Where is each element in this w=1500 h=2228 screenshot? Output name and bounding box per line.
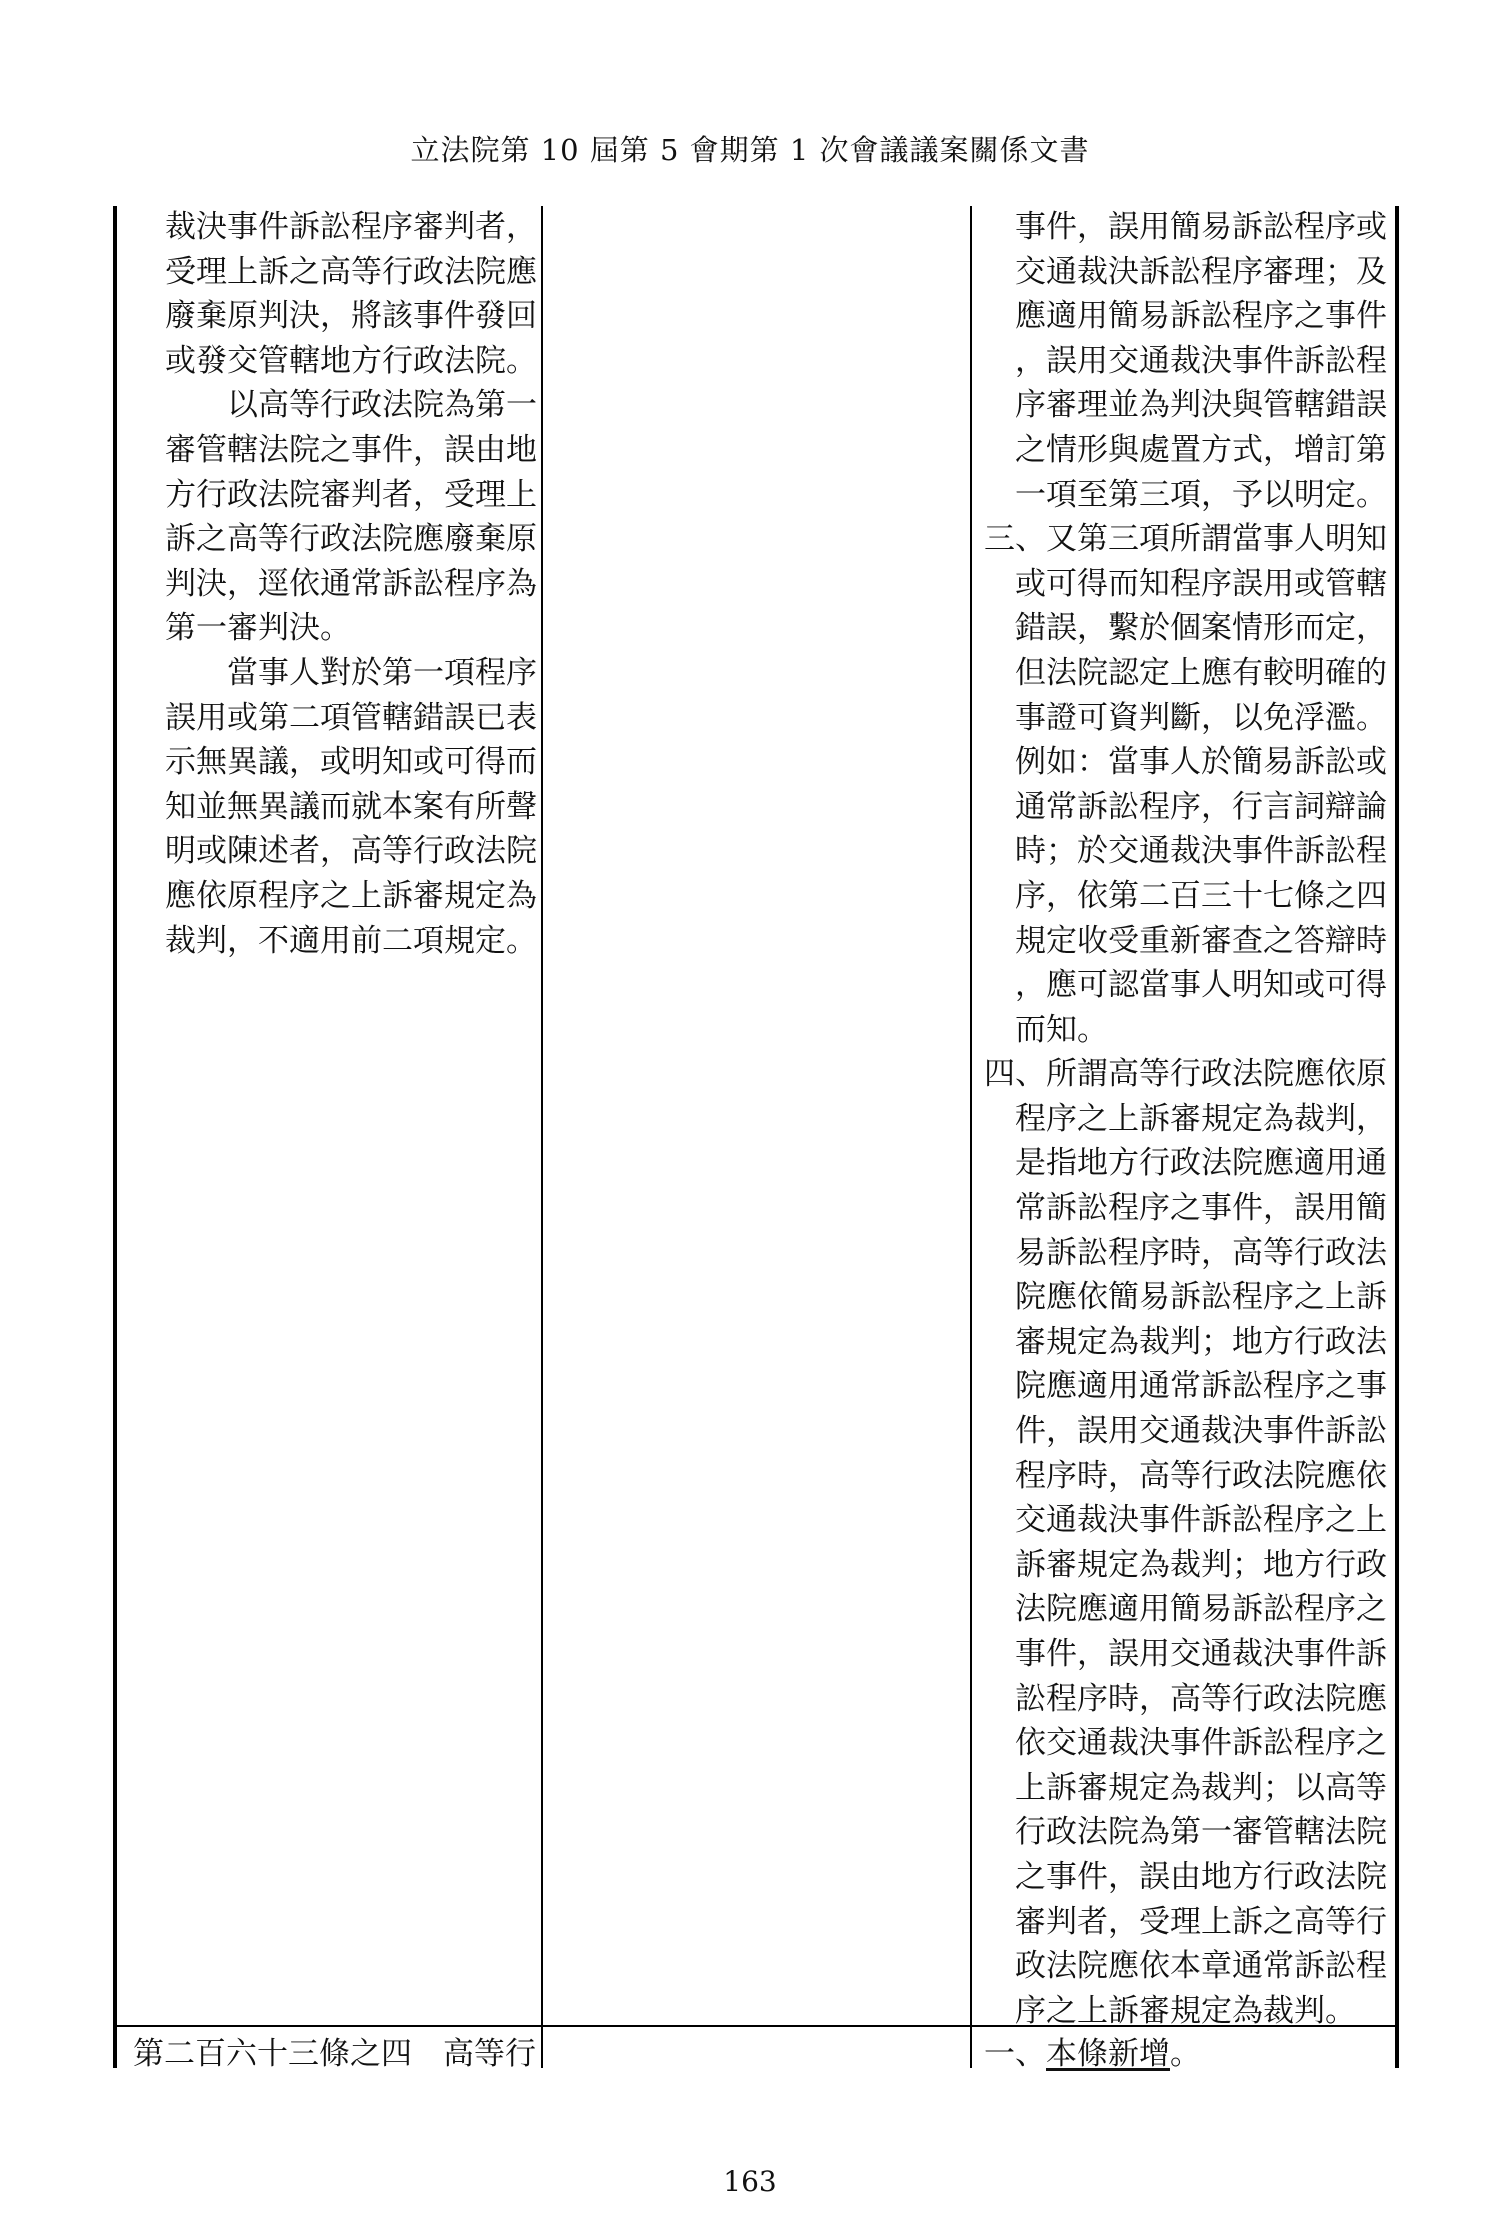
- right-line: 行政法院為第一審管轄法院: [1015, 1814, 1387, 1851]
- left-line: 第一審判決。: [165, 610, 351, 647]
- right-line: 又第三項所謂當事人明知: [1046, 521, 1387, 558]
- left-column: [165, 205, 535, 963]
- next-row-left: [133, 2032, 536, 2077]
- right-line: 時；於交通裁決事件訴訟程: [1015, 833, 1387, 870]
- right-line: 序，依第二百三十七條之四: [1015, 877, 1387, 914]
- left-line: 或發交管轄地方行政法院。: [165, 342, 537, 379]
- right-line: 院應依簡易訴訟程序之上訴: [1015, 1279, 1387, 1316]
- left-line: 以高等行政法院為第一: [227, 387, 537, 424]
- table-border-right: [1395, 206, 1399, 2068]
- right-line: 審判者，受理上訴之高等行: [1015, 1903, 1387, 1940]
- right-line: 事件，誤用簡易訴訟程序或: [1015, 209, 1387, 245]
- right-line: ，應可認當事人明知或可得: [1015, 967, 1387, 1004]
- left-line: 示無異議，或明知或可得而: [165, 744, 537, 781]
- left-line: 廢棄原判決，將該事件發回: [165, 298, 537, 335]
- new-article-suffix: 。: [1170, 2036, 1201, 2072]
- right-line: 規定收受重新審查之答辯時: [1015, 922, 1387, 959]
- left-line: 裁決事件訴訟程序審判者，: [165, 209, 537, 245]
- right-line: 法院應適用簡易訴訟程序之: [1015, 1591, 1387, 1628]
- item-1-marker: 一、: [984, 2036, 1046, 2072]
- article-heading: 第二百六十三條之四 高等行: [133, 2036, 536, 2072]
- right-line: 通常訴訟程序，行言詞辯論: [1015, 788, 1387, 825]
- right-line: 依交通裁決事件訴訟程序之: [1015, 1725, 1387, 1762]
- item-4-first-line: [984, 1052, 1387, 1097]
- right-line: 事證可資判斷，以免浮濫。: [1015, 699, 1387, 736]
- right-line: 政法院應依本章通常訴訟程: [1015, 1948, 1387, 1985]
- left-line: 裁判，不適用前二項規定。: [165, 922, 537, 959]
- right-line: 院應適用通常訴訟程序之事: [1015, 1368, 1387, 1405]
- right-line: 一項至第三項，予以明定。: [1015, 476, 1387, 513]
- column-divider-2: [970, 206, 972, 2068]
- left-line: 訴之高等行政法院應廢棄原: [165, 521, 537, 558]
- right-line: 訴審規定為裁判；地方行政: [1015, 1546, 1387, 1583]
- right-column: [984, 205, 1387, 2033]
- page-header: 立法院第 10 屆第 5 會期第 1 次會議議案關係文書: [410, 133, 1090, 167]
- right-line: 之情形與處置方式，增訂第: [1015, 431, 1387, 468]
- right-line: 應適用簡易訴訟程序之事件: [1015, 298, 1387, 335]
- right-line: 序之上訴審規定為裁判。: [1015, 1992, 1356, 2029]
- right-line: 易訴訟程序時，高等行政法: [1015, 1234, 1387, 1271]
- table-border-left: [113, 206, 117, 2068]
- left-line: 當事人對於第一項程序: [227, 654, 537, 691]
- right-line: 常訴訟程序之事件，誤用簡: [1015, 1190, 1387, 1227]
- right-line: 但法院認定上應有較明確的: [1015, 654, 1387, 691]
- item-4-marker: 四、: [984, 1056, 1046, 1093]
- right-line: 審規定為裁判；地方行政法: [1015, 1323, 1387, 1360]
- new-article-note: [984, 2032, 1384, 2077]
- next-row-right: [984, 2032, 1384, 2077]
- right-line: 交通裁決訴訟程序審理；及: [1015, 253, 1387, 290]
- left-line: 知並無異議而就本案有所聲: [165, 788, 537, 825]
- right-line: 之事件，誤由地方行政法院: [1015, 1858, 1387, 1895]
- left-line: 方行政法院審判者，受理上: [165, 476, 537, 513]
- right-line: ，誤用交通裁決事件訴訟程: [1015, 342, 1387, 379]
- right-line: 或可得而知程序誤用或管轄: [1015, 565, 1387, 602]
- left-line: 誤用或第二項管轄錯誤已表: [165, 699, 537, 736]
- item-3-first-line: [984, 517, 1387, 562]
- right-line: 序審理並為判決與管轄錯誤: [1015, 387, 1387, 424]
- right-line: 所謂高等行政法院應依原: [1046, 1056, 1387, 1093]
- left-line: 應依原程序之上訴審規定為: [165, 877, 537, 914]
- right-line: 是指地方行政法院應適用通: [1015, 1145, 1387, 1182]
- left-line: 審管轄法院之事件，誤由地: [165, 431, 537, 468]
- right-line: 而知。: [1015, 1011, 1108, 1048]
- right-line: 程序之上訴審規定為裁判，: [1015, 1100, 1387, 1137]
- left-line: 判決，逕依通常訴訟程序為: [165, 565, 537, 602]
- column-divider-1: [541, 206, 543, 2068]
- right-line: 訟程序時，高等行政法院應: [1015, 1680, 1387, 1717]
- right-line: 程序時，高等行政法院應依: [1015, 1457, 1387, 1494]
- right-line: 例如：當事人於簡易訴訟或: [1015, 744, 1387, 781]
- new-article-text: 本條新增: [1046, 2036, 1170, 2072]
- left-line: 明或陳述者，高等行政法院: [165, 833, 537, 870]
- page-number: 163: [723, 2165, 777, 2198]
- right-line: 事件，誤用交通裁決事件訴: [1015, 1636, 1387, 1672]
- right-line: 錯誤，繫於個案情形而定，: [1015, 610, 1387, 647]
- right-line: 件，誤用交通裁決事件訴訟: [1015, 1413, 1387, 1450]
- left-line: 受理上訴之高等行政法院應: [165, 253, 537, 290]
- item-3-marker: 三、: [984, 521, 1046, 558]
- right-line: 上訴審規定為裁判；以高等: [1015, 1769, 1387, 1806]
- right-line: 交通裁決事件訴訟程序之上: [1015, 1502, 1387, 1539]
